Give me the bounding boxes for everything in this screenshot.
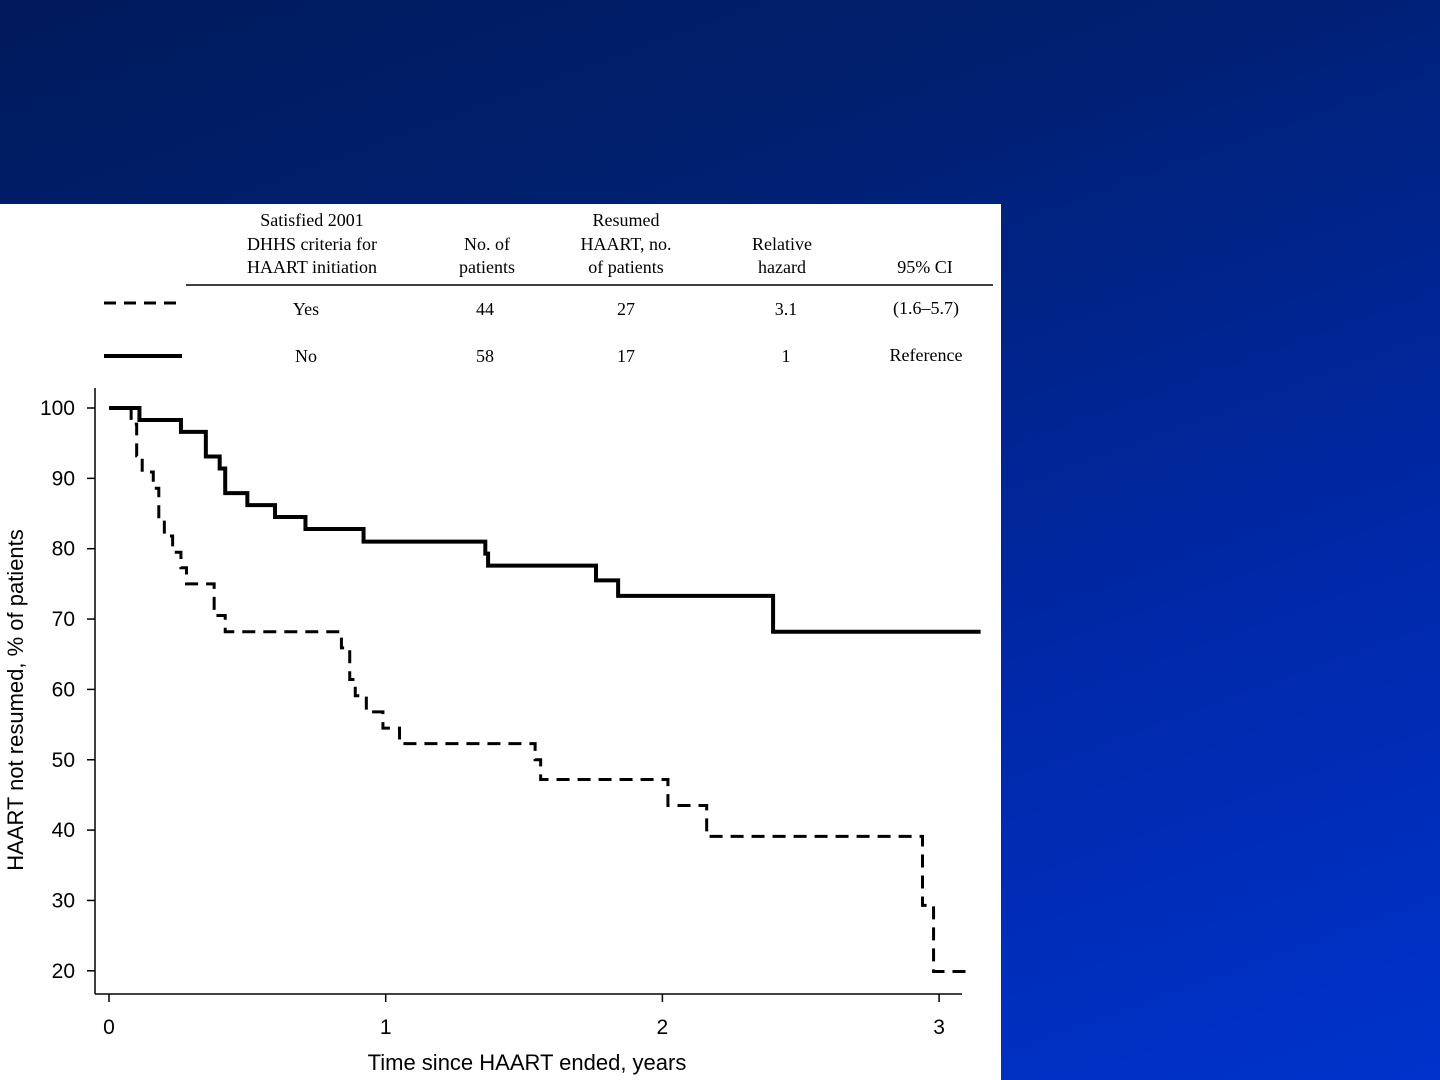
x-tick-label: 0 [103, 1016, 115, 1039]
row-no-ci: Reference [889, 345, 963, 365]
y-tick-label: 70 [51, 608, 75, 632]
row-no-criteria: No [295, 346, 317, 366]
row-no-resumed: 17 [617, 346, 635, 366]
survival-curves [109, 408, 981, 972]
y-tick-label: 50 [51, 748, 75, 772]
y-tick-label: 20 [51, 959, 75, 983]
y-tick-label: 60 [51, 678, 75, 702]
y-tick-label: 80 [51, 537, 75, 561]
header-criteria-line1: Satisfied 2001 [260, 210, 364, 230]
row-yes-criteria: Yes [292, 299, 320, 319]
y-tick-label: 40 [51, 819, 75, 843]
series-no-solid-line [109, 408, 981, 632]
row-yes-ci: (1.6–5.7) [893, 298, 959, 318]
header-ci: 95% CI [897, 257, 953, 277]
row-yes-hazard: 3.1 [774, 299, 798, 319]
header-hazard-line2: hazard [758, 257, 806, 277]
y-tick-label: 90 [51, 467, 75, 491]
row-yes-patients: 44 [476, 299, 494, 319]
row-no-patients: 58 [476, 346, 494, 366]
header-resumed-line2: HAART, no. [580, 234, 672, 254]
figure-panel [0, 204, 1001, 1080]
header-patients-line2: patients [459, 257, 515, 277]
header-criteria-line2: DHHS criteria for [247, 234, 377, 254]
x-tick-label: 2 [656, 1016, 669, 1039]
x-tick-label: 3 [933, 1016, 945, 1039]
header-criteria-line3: HAART initiation [246, 257, 378, 277]
axis-ticks [40, 397, 945, 1039]
header-hazard-line1: Relative [752, 234, 812, 254]
row-yes-resumed: 27 [617, 299, 635, 319]
x-tick-label: 1 [379, 1016, 392, 1039]
y-tick-label: 30 [51, 889, 75, 913]
header-resumed-line1: Resumed [592, 210, 660, 230]
y-tick-label: 100 [39, 397, 75, 420]
km-figure [0, 204, 1001, 1080]
header-patients-line1: No. of [464, 234, 510, 254]
x-axis-label: Time since HAART ended, years [367, 1050, 687, 1075]
row-no-hazard: 1 [781, 346, 791, 366]
y-axis-label: HAART not resumed, % of patients [3, 529, 28, 871]
header-resumed-line3: of patients [588, 257, 664, 277]
legend-table [104, 210, 993, 366]
